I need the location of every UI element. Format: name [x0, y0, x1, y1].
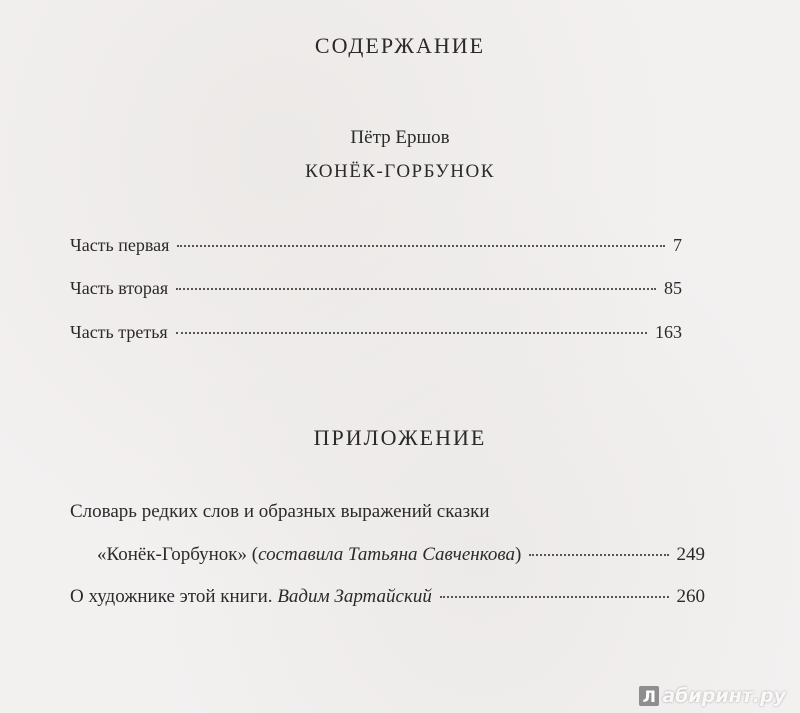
- watermark-text: абиринт.ру: [662, 685, 786, 707]
- toc-entry-label: Часть первая: [70, 235, 170, 255]
- dot-leader: [176, 332, 647, 334]
- toc-entry-page: 249: [676, 544, 705, 565]
- dot-leader: [176, 288, 656, 290]
- appendix-heading: ПРИЛОЖЕНИЕ: [313, 425, 487, 450]
- dictionary-compiler: составила Татьяна Савченкова: [258, 544, 515, 565]
- author-name: Пётр Ершов: [350, 127, 450, 148]
- toc-entry-part-1: [70, 235, 682, 256]
- dictionary-subtitle: «Конёк-Горбунок»: [97, 544, 248, 565]
- close-paren: ): [515, 544, 522, 565]
- contents-heading: СОДЕРЖАНИЕ: [314, 33, 486, 58]
- toc-entry-label: Часть вторая: [70, 278, 169, 298]
- illustrator-name: Вадим Зартайский: [277, 586, 432, 607]
- dot-leader: [177, 245, 665, 247]
- toc-entry-part-2: [70, 278, 682, 299]
- labirint-logo-icon: Л: [639, 686, 659, 706]
- open-paren: (: [247, 544, 259, 565]
- dot-leader: [440, 596, 669, 598]
- labirint-watermark: [639, 685, 786, 707]
- book-title: КОНЁК-ГОРБУНОК: [305, 161, 495, 182]
- toc-entry-label: Часть третья: [70, 322, 168, 342]
- dictionary-entry-text: [97, 544, 521, 566]
- dictionary-entry-title: Словарь редких слов и образных выражений сказки: [70, 501, 490, 522]
- toc-entry-page: 85: [664, 278, 682, 298]
- illustrator-label: О художнике этой книги.: [70, 586, 273, 607]
- illustrator-entry-text: [70, 586, 432, 608]
- toc-entry-page: 163: [655, 322, 682, 342]
- toc-entry-illustrator: [70, 586, 705, 608]
- toc-entry-page: 260: [676, 586, 705, 607]
- dot-leader: [529, 554, 668, 556]
- toc-entry-page: 7: [673, 235, 682, 255]
- toc-entry-part-3: [70, 322, 682, 343]
- toc-entry-dictionary: [97, 544, 705, 566]
